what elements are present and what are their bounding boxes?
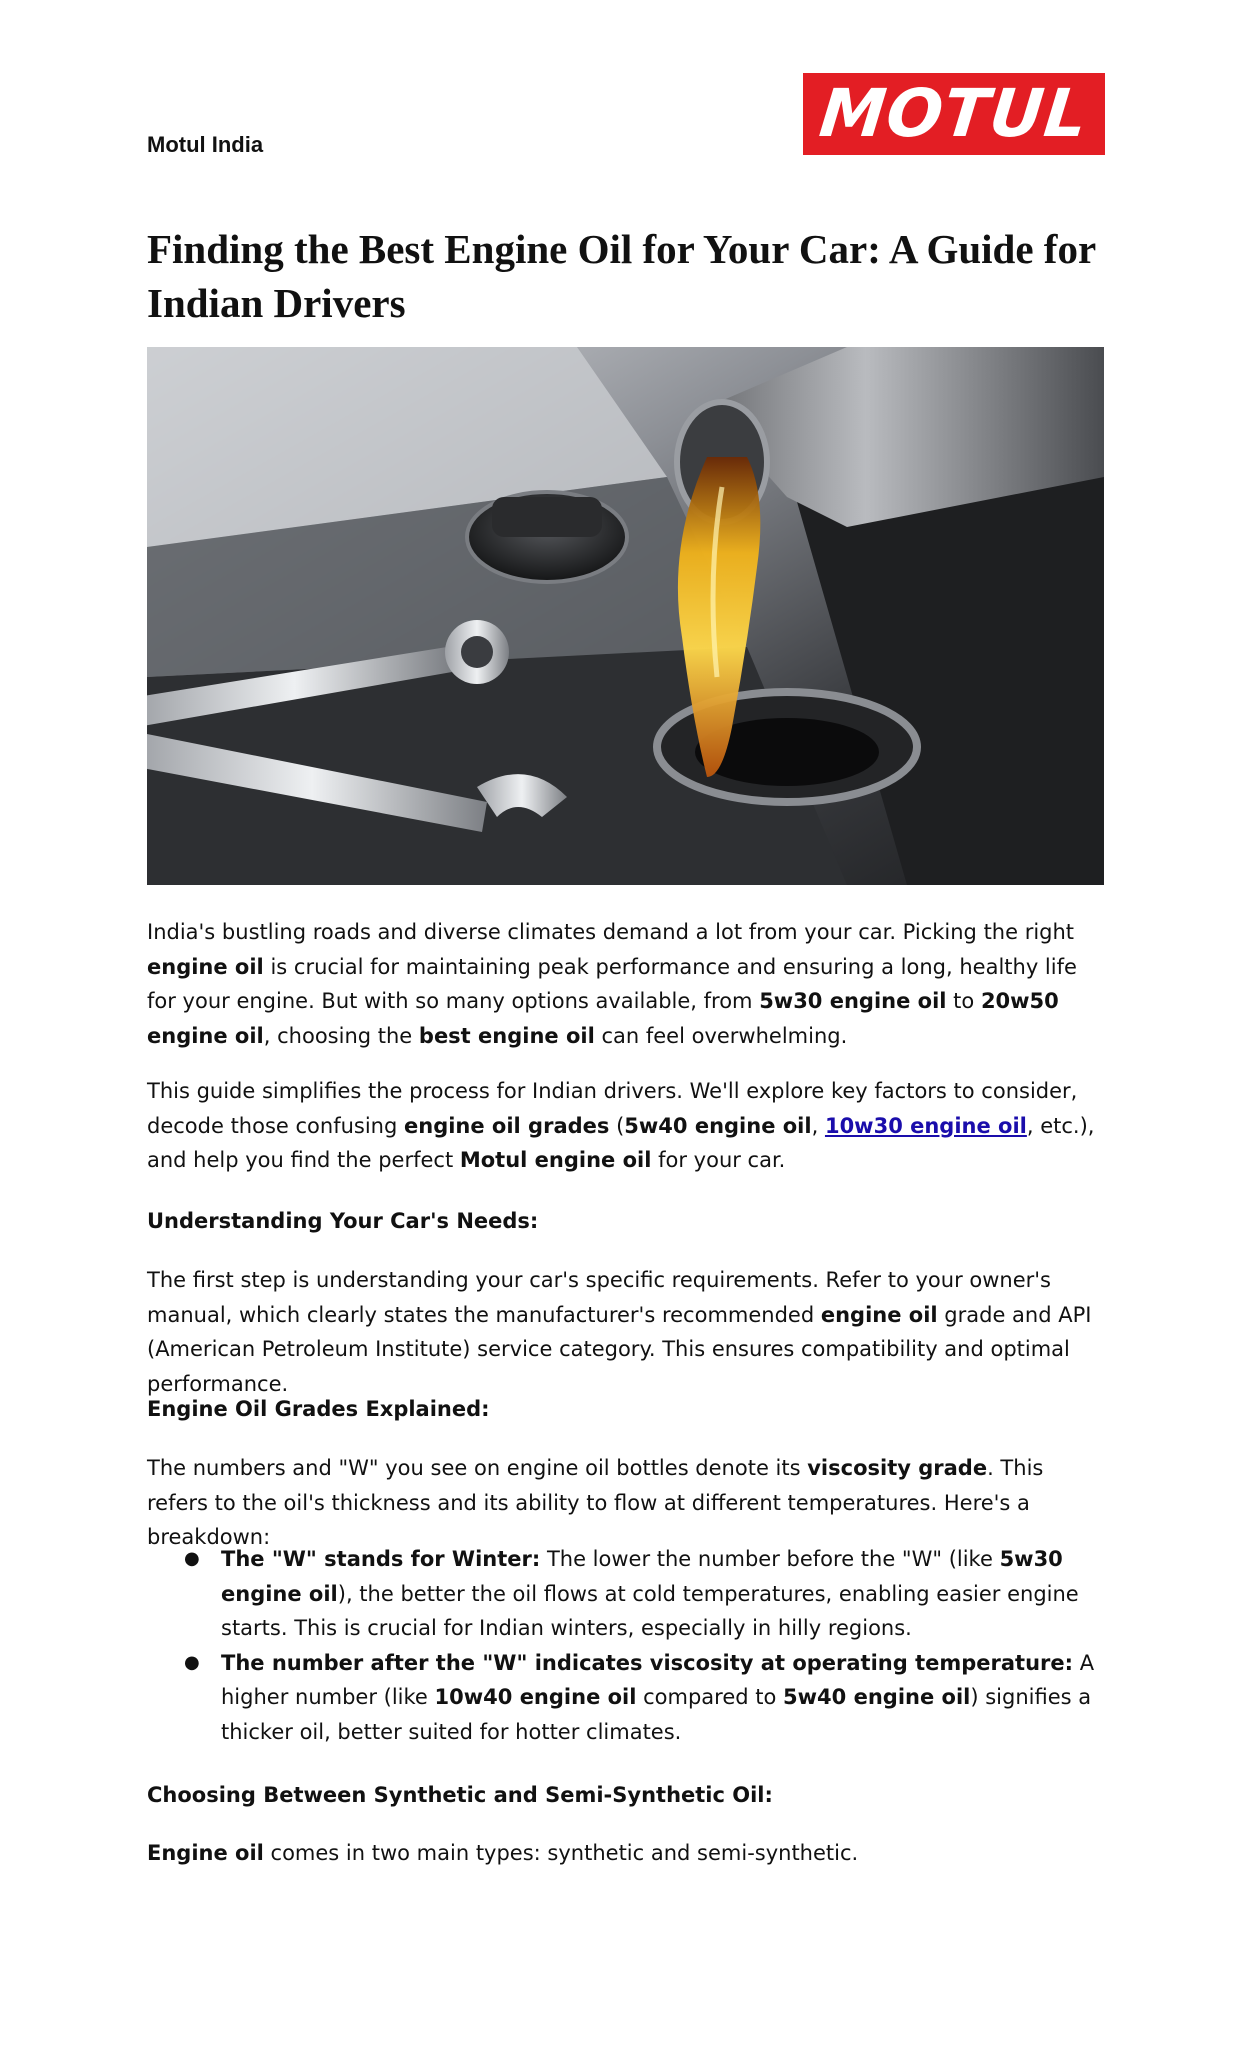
section-heading-synthetic: Choosing Between Synthetic and Semi-Synthetic Oil: (147, 1783, 773, 1807)
viscosity-bullet-list (147, 1542, 1107, 1749)
oil-grades-paragraph: The numbers and "W" you see on engine oil bottles denote its viscosity grade. This refers to the oil's thickness and its ability to flow at different temperatures. Here's a breakdown: (147, 1456, 1044, 1549)
logo-text: MOTUL (816, 75, 1092, 152)
engine-oil-pour-illustration (147, 347, 1104, 885)
synthetic-paragraph: Engine oil comes in two main types: synthetic and semi-synthetic. (147, 1841, 859, 1865)
hero-image (147, 347, 1104, 885)
list-item: ● The number after the "W" indicates viscosity at operating temperature: A higher number (like 10w40 engine oil compared to 5w40 engine oil) signifies a thicker oil, better suited for hotter climates. (147, 1646, 1107, 1750)
article-title: Finding the Best Engine Oil for Your Car: A Guide for Indian Drivers (147, 226, 1096, 326)
car-needs-paragraph: The first step is understanding your car's specific requirements. Refer to your owner's manual, which clearly states the manufacturer's recommended engine oil grade and API (American Petroleum Institute) service category. This ensures compatibility and optimal performance. (147, 1268, 1092, 1396)
site-name: Motul India (147, 132, 264, 157)
motul-logo (803, 73, 1105, 155)
link-10w30-engine-oil[interactable]: 10w30 engine oil (824, 1113, 1027, 1138)
section-heading-oil-grades: Engine Oil Grades Explained: (147, 1397, 490, 1421)
section-heading-car-needs: Understanding Your Car's Needs: (147, 1209, 539, 1233)
bullet-dot: ● (184, 1651, 200, 1673)
bullet-dot: ● (184, 1548, 200, 1569)
intro-paragraph: India's bustling roads and diverse climates demand a lot from your car. Picking the right engine oil is crucial for maintaining peak performance and ensuring a long, healthy life for your engine. But with so many options available, from 5w30 engine oil to 20w50 engine oil, choosing the best engine oil can feel overwhelming. (147, 920, 1077, 1048)
list-item: ● The "W" stands for Winter: The lower the number before the "W" (like 5w30 engine oil), the better the oil flows at cold temperatures, enabling easier engine starts. This is crucial for Indian winters, especially in hilly regions. (147, 1542, 1107, 1646)
guide-paragraph: This guide simplifies the process for Indian drivers. We'll explore key factors to consider, decode those confusing engine oil grades (5w40 engine oil, 10w30 engine oil, etc.), and help you find the perfect Motul engine oil for your car. (147, 1079, 1095, 1172)
